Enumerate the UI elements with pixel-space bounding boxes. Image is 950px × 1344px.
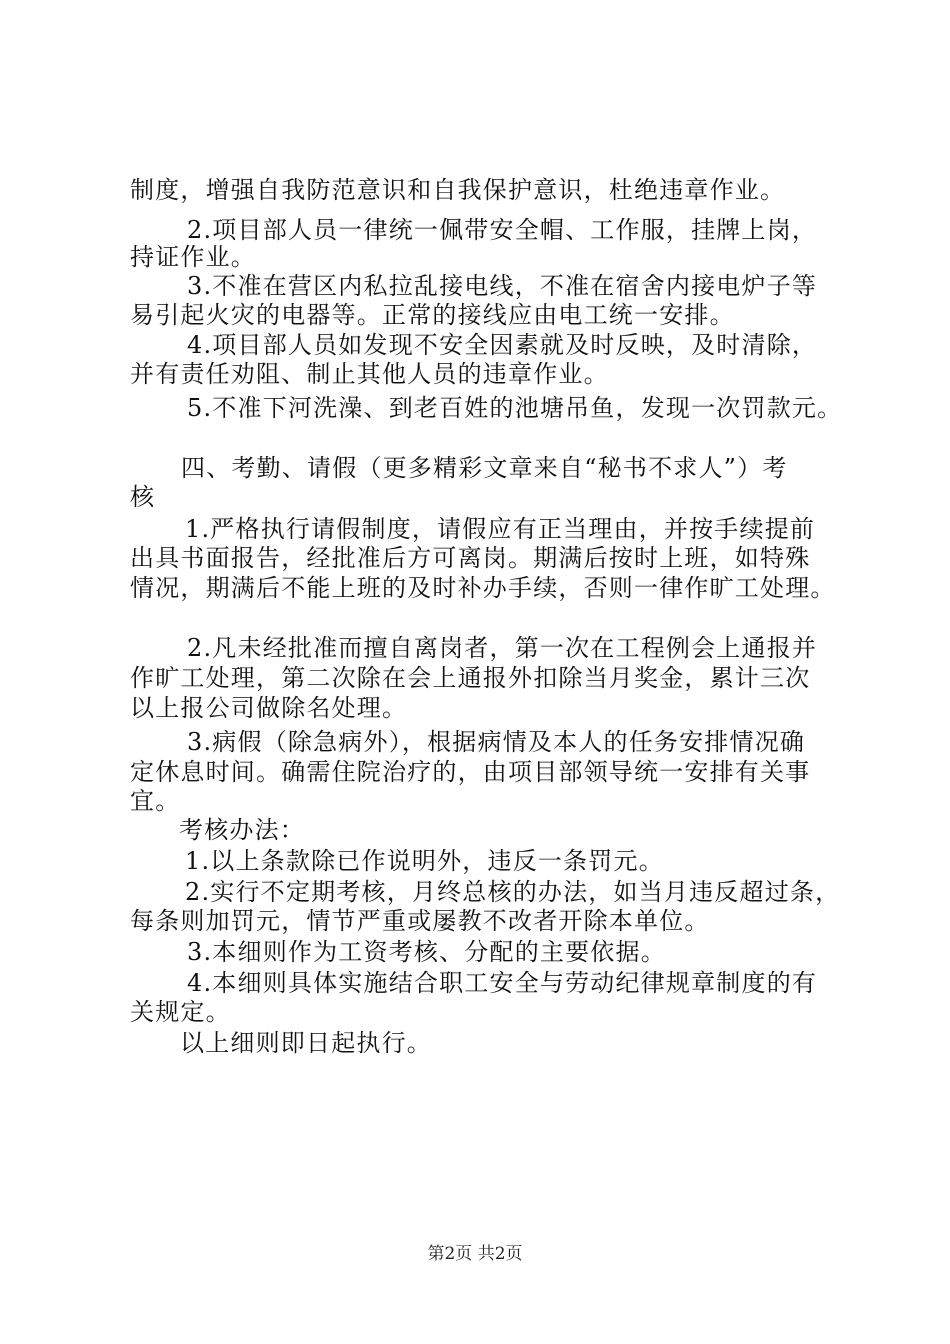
paragraph-line: 3.不准在营区内私拉乱接电线，不准在宿舍内接电炉子等 (187, 272, 818, 300)
paragraph-line: 1.严格执行请假制度，请假应有正当理由，并按手续提前 (185, 515, 816, 543)
paragraph-line: 关规定。 (130, 998, 231, 1026)
section-heading: 四、考勤、请假（更多精彩文章来自“秘书不求人”）考 (181, 454, 788, 482)
paragraph-line: 4.项目部人员如发现不安全因素就及时反映，及时清除， (187, 331, 818, 359)
paragraph-line: 情况，期满后不能上班的及时补办手续，否则一律作旷工处理。 (130, 574, 836, 602)
paragraph-line: 5.不准下河洗澡、到老百姓的池塘吊鱼，发现一次罚款元。 (187, 394, 843, 422)
paragraph-line: 定休息时间。确需住院治疗的，由项目部领导统一安排有关事 (130, 758, 811, 786)
paragraph-line: 2.凡未经批准而擅自离岗者，第一次在工程例会上通报并 (187, 634, 818, 662)
closing-line: 以上细则即日起执行。 (180, 1029, 432, 1057)
paragraph-line: 3.病假（除急病外），根据病情及本人的任务安排情况确 (187, 728, 806, 756)
paragraph-line: 并有责任劝阻、制止其他人员的违章作业。 (130, 360, 609, 388)
paragraph-line: 持证作业。 (130, 243, 256, 271)
paragraph-line: 制度，增强自我防范意识和自我保护意识，杜绝违章作业。 (130, 176, 786, 204)
paragraph-line: 以上报公司做除名处理。 (130, 694, 408, 722)
paragraph-line: 4.本细则具体实施结合职工安全与劳动纪律规章制度的有 (187, 969, 818, 997)
paragraph-line: 3.本细则作为工资考核、分配的主要依据。 (187, 938, 666, 966)
paragraph-line: 2.实行不定期考核，月终总核的办法，如当月违反超过条， (185, 878, 841, 906)
paragraph-line: 作旷工处理，第二次除在会上通报外扣除当月奖金，累计三次 (130, 664, 811, 692)
page-number: 第2页 共2页 (427, 1244, 523, 1264)
paragraph-line: 2.项目部人员一律统一佩带安全帽、工作服，挂牌上岗， (187, 216, 818, 244)
paragraph-line: 出具书面报告，经批准后方可离岗。期满后按时上班，如特殊 (130, 544, 811, 572)
paragraph-line: 易引起火灾的电器等。正常的接线应由电工统一安排。 (130, 301, 735, 329)
paragraph-line: 每条则加罚元，情节严重或屡教不改者开除本单位。 (130, 907, 710, 935)
section-heading: 考核办法： (179, 816, 305, 844)
paragraph-line: 1.以上条款除已作说明外，违反一条罚元。 (185, 847, 664, 875)
paragraph-line: 宜。 (130, 787, 181, 815)
section-heading: 核 (130, 483, 156, 511)
